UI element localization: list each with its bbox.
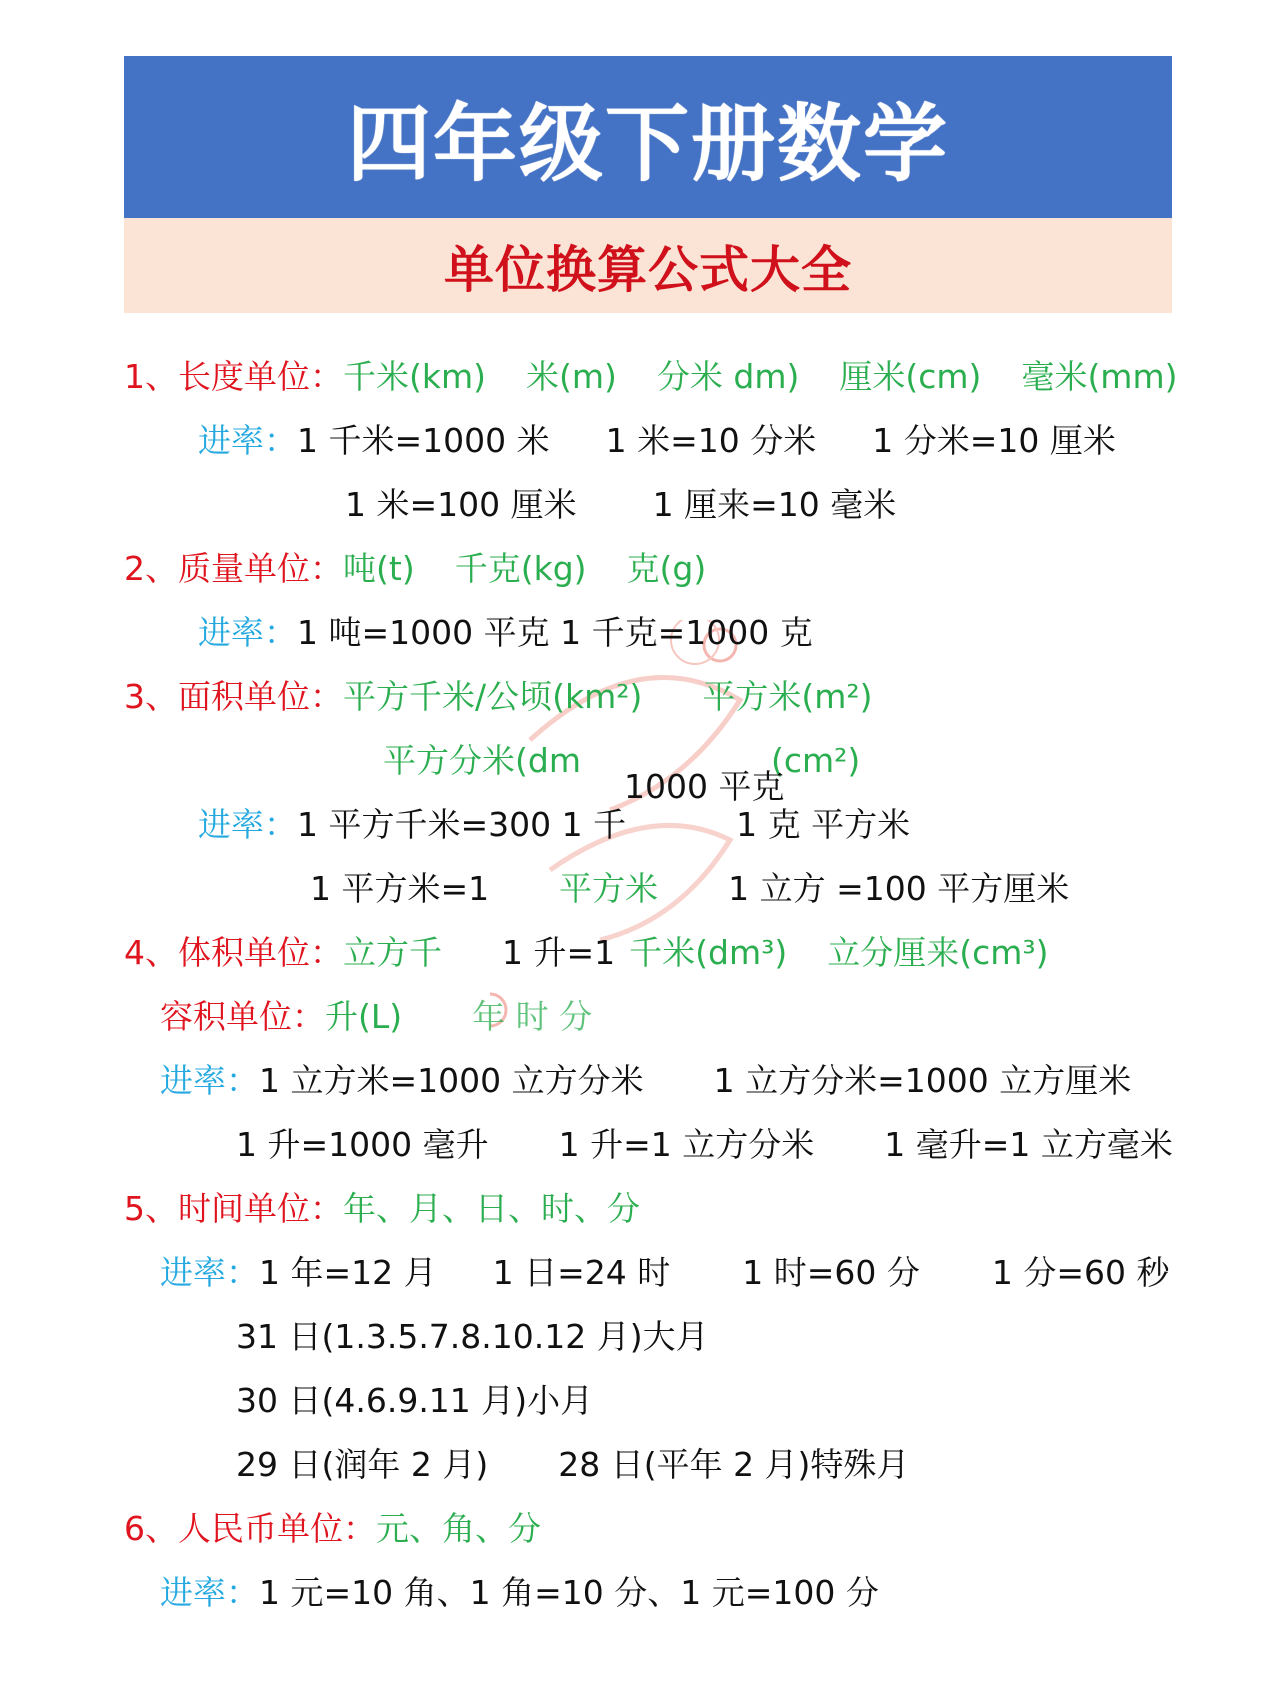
title-banner xyxy=(124,56,1172,218)
length-rate-item: 1 分米=10 厘米 xyxy=(872,421,1116,460)
big-month: 31 日(1.3.5.7.8.10.12 月)大月 xyxy=(236,1317,709,1356)
time-heading: 5、时间单位： xyxy=(124,1189,343,1228)
subtitle-banner xyxy=(124,218,1172,313)
unit-dm3: 千米(dm³) xyxy=(629,933,788,972)
common-month: 28 日(平年 2 月)特殊月 xyxy=(558,1445,910,1484)
area-rate-item: 1 平方千米=300 1 千 xyxy=(297,805,627,844)
time-rate-label: 进率： xyxy=(160,1253,259,1292)
area-rate-line-2 xyxy=(310,862,1069,916)
big-month-line xyxy=(236,1310,709,1364)
area-overlay: 1000 平克 xyxy=(624,767,785,806)
unit-t: 吨(t) xyxy=(343,549,415,588)
length-rate-line-2 xyxy=(345,478,896,532)
unit-m2: 平方米(m²) xyxy=(702,677,873,716)
capacity-overlay: 年 时 分 xyxy=(472,997,593,1036)
volume-rate-item: 1 立方分米=1000 立方厘米 xyxy=(713,1061,1132,1100)
money-units: 元、角、分 xyxy=(376,1509,541,1548)
length-rate-label: 进率： xyxy=(198,421,297,460)
area-rate-item: 平方米 xyxy=(559,869,659,908)
unit-dm: 分米 dm) xyxy=(656,357,800,396)
length-rate-item: 1 千米=1000 米 xyxy=(297,421,550,460)
page-title: 四年级下册数学 xyxy=(346,94,949,193)
money-units-line xyxy=(124,1502,541,1556)
mass-heading: 2、质量单位： xyxy=(124,549,343,588)
page-subtitle: 单位换算公式大全 xyxy=(444,240,852,299)
unit-km: 千米(km) xyxy=(343,357,487,396)
unit-g: 克(g) xyxy=(626,549,707,588)
volume-rate-label: 进率： xyxy=(160,1061,259,1100)
length-heading: 1、长度单位： xyxy=(124,357,343,396)
time-units: 年、月、日、时、分 xyxy=(343,1189,640,1228)
unit-cm: 厘米(cm) xyxy=(839,357,982,396)
area-heading: 3、面积单位： xyxy=(124,677,343,716)
money-rate-label: 进率： xyxy=(160,1573,259,1612)
length-rate-item: 1 米=10 分米 xyxy=(605,421,817,460)
money-rate-item: 1 元=10 角、1 角=10 分、1 元=100 分 xyxy=(259,1573,879,1612)
unit-km3: 立方千 xyxy=(343,933,442,972)
area-rate-line xyxy=(198,798,910,852)
area-rate-item: 1 平方米=1 xyxy=(310,869,490,908)
small-month-line xyxy=(236,1374,593,1428)
time-rate-item: 1 时=60 分 xyxy=(742,1253,920,1292)
unit-mm: 毫米(mm) xyxy=(1021,357,1178,396)
volume-rate-item: 1 毫升=1 立方毫米 xyxy=(884,1125,1173,1164)
time-rate-line xyxy=(160,1246,1170,1300)
area-rate-item: 1 克 平方米 xyxy=(736,805,911,844)
area-units-line-2 xyxy=(383,734,860,788)
mass-rate-label: 进率： xyxy=(198,613,297,652)
small-month: 30 日(4.6.9.11 月)小月 xyxy=(236,1381,594,1420)
time-rate-item: 1 日=24 时 xyxy=(492,1253,671,1292)
length-rate-item: 1 米=100 厘米 xyxy=(345,485,577,524)
length-units-line xyxy=(124,350,1177,404)
leap-month: 29 日(润年 2 月) xyxy=(236,1445,489,1484)
unit-m: 米(m) xyxy=(526,357,617,396)
mass-rate-item: 1 吨=1000 平克 1 千克=1000 克 xyxy=(297,613,813,652)
time-units-line xyxy=(124,1182,640,1236)
volume-heading: 4、体积单位： xyxy=(124,933,343,972)
volume-rate-line-2 xyxy=(236,1118,1173,1172)
volume-overlay: 1 升=1 xyxy=(502,933,616,972)
length-rate-line xyxy=(198,414,1116,468)
feb-line xyxy=(236,1438,909,1492)
unit-km2: 平方千米/公顷(km²) xyxy=(343,677,643,716)
unit-dm2: 平方分米(dm xyxy=(383,741,581,780)
area-units-line xyxy=(124,670,872,724)
unit-l: 升(L) xyxy=(325,997,403,1036)
time-rate-item: 1 分=60 秒 xyxy=(991,1253,1170,1292)
capacity-units-line xyxy=(160,990,592,1044)
volume-rate-item: 1 升=1000 毫升 xyxy=(236,1125,489,1164)
unit-kg: 千克(kg) xyxy=(454,549,587,588)
money-heading: 6、人民币单位： xyxy=(124,1509,376,1548)
unit-cm2: (cm²) xyxy=(770,741,861,780)
unit-cm3: 立分厘来(cm³) xyxy=(827,933,1049,972)
area-rate-label: 进率： xyxy=(198,805,297,844)
volume-rate-item: 1 升=1 立方分米 xyxy=(558,1125,815,1164)
length-rate-item: 1 厘来=10 毫米 xyxy=(652,485,897,524)
mass-rate-line xyxy=(198,606,813,660)
mass-units-line xyxy=(124,542,706,596)
time-rate-item: 1 年=12 月 xyxy=(259,1253,437,1292)
capacity-heading: 容积单位： xyxy=(160,997,325,1036)
volume-rate-line xyxy=(160,1054,1131,1108)
volume-units-line xyxy=(124,926,1049,980)
area-rate-item: 1 立方 =100 平方厘米 xyxy=(728,869,1070,908)
volume-rate-item: 1 立方米=1000 立方分米 xyxy=(259,1061,644,1100)
money-rate-line xyxy=(160,1566,879,1620)
